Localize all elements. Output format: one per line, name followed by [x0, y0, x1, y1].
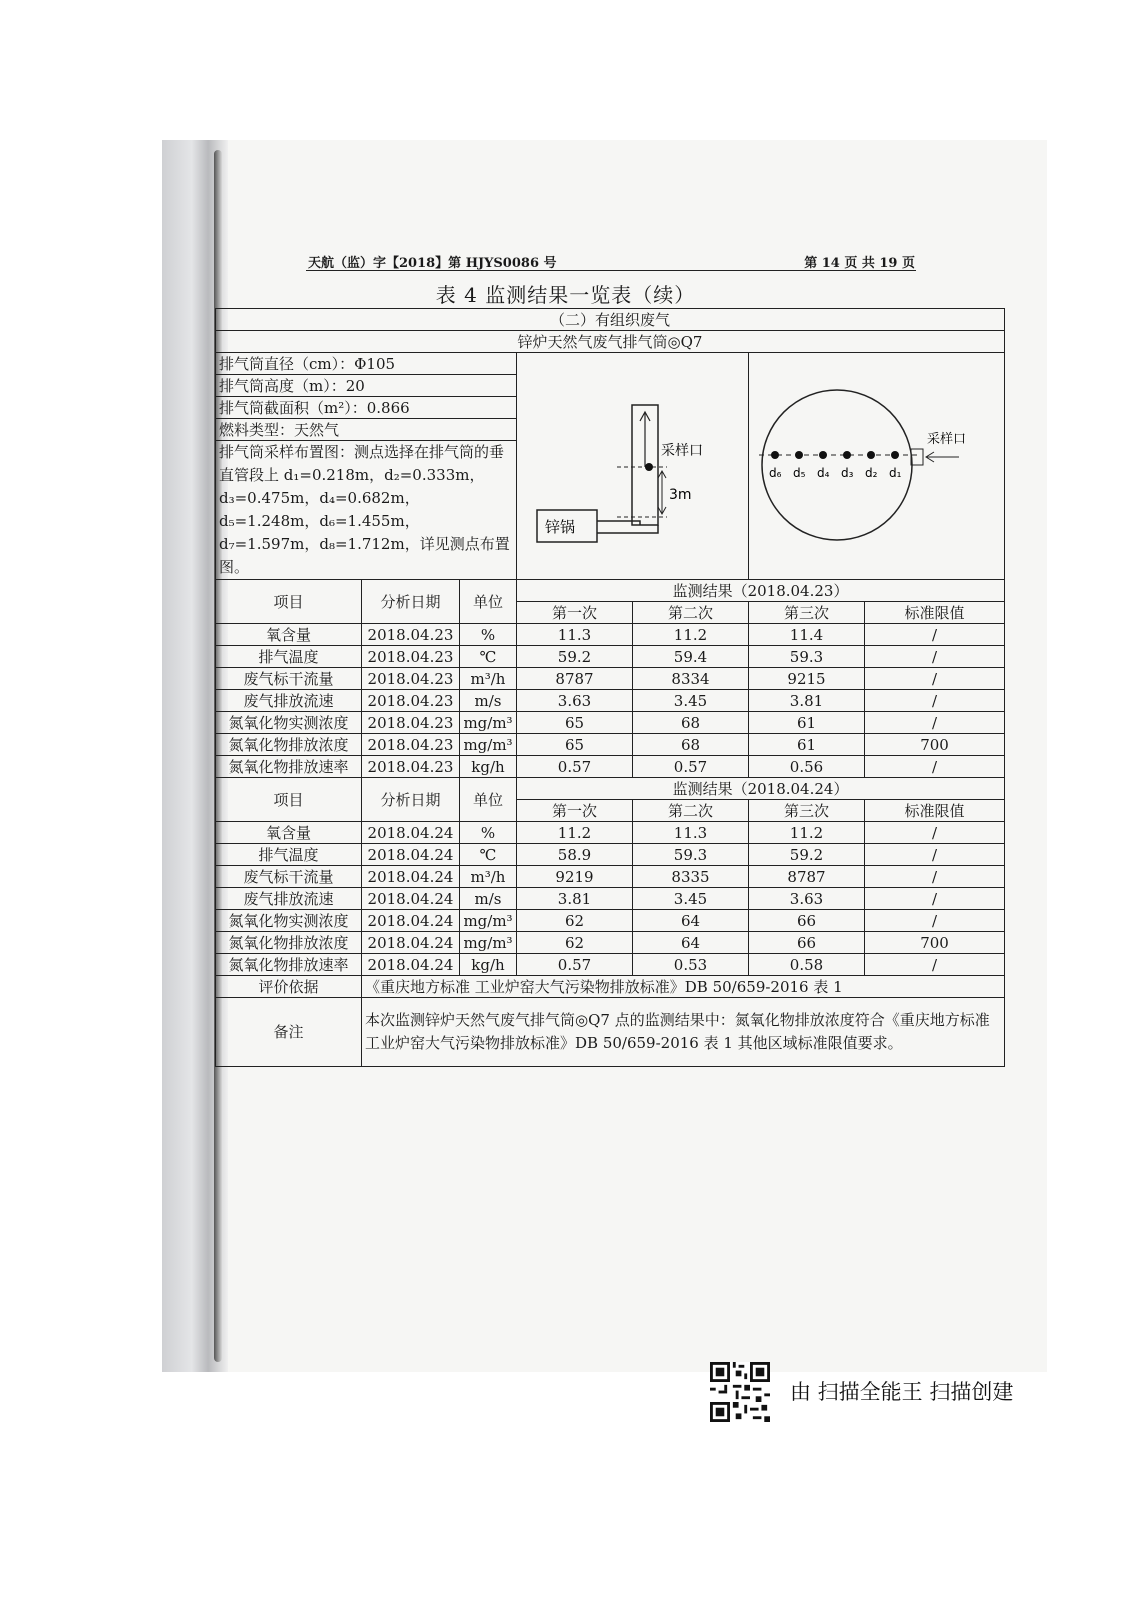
value-cell: 3.81: [517, 888, 633, 910]
measurement-point: [867, 451, 875, 459]
value-cell: 59.2: [749, 844, 865, 866]
fuel-type: 燃料类型：天然气: [216, 419, 517, 441]
item-cell: 废气排放流速: [216, 690, 362, 712]
col-date-header-2: 分析日期: [362, 778, 460, 822]
sampling-points-diagram: [749, 353, 1005, 580]
item-cell: 氮氧化物实测浓度: [216, 712, 362, 734]
date-cell: 2018.04.24: [362, 954, 460, 976]
limit-cell: /: [865, 888, 1005, 910]
unit-cell: %: [460, 822, 517, 844]
value-cell: 0.58: [749, 954, 865, 976]
table-row: [216, 866, 1005, 888]
limit-cell: 700: [865, 932, 1005, 954]
limit-cell: /: [865, 822, 1005, 844]
value-cell: 59.4: [633, 646, 749, 668]
unit-cell: mg/m³: [460, 932, 517, 954]
date-cell: 2018.04.23: [362, 712, 460, 734]
value-cell: 0.57: [517, 954, 633, 976]
col-first-header: 第一次: [517, 602, 633, 624]
col-limit-header-2: 标准限值: [865, 800, 1005, 822]
unit-cell: m³/h: [460, 866, 517, 888]
stack-height: 排气筒高度（m）：20: [216, 375, 517, 397]
measurement-point: [771, 451, 779, 459]
measurement-point-label: d₄: [817, 466, 830, 480]
value-cell: 3.81: [749, 690, 865, 712]
table-row: [216, 624, 1005, 646]
limit-cell: /: [865, 756, 1005, 778]
boiler-label: 锌锅: [545, 518, 576, 536]
date-cell: 2018.04.24: [362, 932, 460, 954]
limit-cell: /: [865, 910, 1005, 932]
value-cell: 8335: [633, 866, 749, 888]
limit-cell: /: [865, 668, 1005, 690]
value-cell: 11.3: [517, 624, 633, 646]
col-date-header: 分析日期: [362, 580, 460, 624]
item-cell: 氮氧化物排放速率: [216, 756, 362, 778]
limit-cell: /: [865, 954, 1005, 976]
value-cell: 66: [749, 932, 865, 954]
table-row: [216, 712, 1005, 734]
value-cell: 59.3: [749, 646, 865, 668]
stack-area: 排气筒截面积（m²）：0.866: [216, 397, 517, 419]
value-cell: 64: [633, 932, 749, 954]
item-cell: 氮氧化物排放速率: [216, 954, 362, 976]
header-divider: [306, 270, 916, 271]
unit-cell: m/s: [460, 690, 517, 712]
value-cell: 8334: [633, 668, 749, 690]
col-third-header: 第三次: [749, 602, 865, 624]
col-unit-header-2: 单位: [460, 778, 517, 822]
item-cell: 氧含量: [216, 822, 362, 844]
unit-cell: kg/h: [460, 954, 517, 976]
item-cell: 氮氧化物实测浓度: [216, 910, 362, 932]
item-cell: 排气温度: [216, 646, 362, 668]
value-cell: 68: [633, 712, 749, 734]
document-number: 天航（监）字【2018】第 HJYS0086 号: [308, 256, 557, 271]
qr-code-icon: [710, 1362, 770, 1422]
value-cell: 65: [517, 734, 633, 756]
table-row: [216, 690, 1005, 712]
item-cell: 废气排放流速: [216, 888, 362, 910]
value-cell: 3.45: [633, 888, 749, 910]
col-item-header: 项目: [216, 580, 362, 624]
measurement-point: [843, 451, 851, 459]
item-cell: 氮氧化物排放浓度: [216, 932, 362, 954]
col-item-header-2: 项目: [216, 778, 362, 822]
col-unit-header: 单位: [460, 580, 517, 624]
unit-cell: m/s: [460, 888, 517, 910]
value-cell: 58.9: [517, 844, 633, 866]
measurement-point-label: d₁: [889, 466, 902, 480]
unit-cell: mg/m³: [460, 910, 517, 932]
value-cell: 0.56: [749, 756, 865, 778]
scanner-credit-text: 由 扫描全能王 扫描创建: [790, 1380, 1014, 1404]
table-row: [216, 954, 1005, 976]
monitoring-results-table: [215, 308, 1005, 1067]
remark-text: 本次监测锌炉天然气废气排气筒◎Q7 点的监测结果中：氮氧化物排放浓度符合《重庆地方标准 工业炉窑大气污染物排放标准》DB 50/659-2016 表 1 其他区域标准限值要求。: [362, 998, 1005, 1067]
measurement-point-label: d₃: [841, 466, 854, 480]
measurement-point-label: d₂: [865, 466, 878, 480]
value-cell: 9215: [749, 668, 865, 690]
value-cell: 11.2: [517, 822, 633, 844]
table-row: [216, 756, 1005, 778]
scanner-watermark: [710, 1362, 1060, 1422]
table-row: [216, 910, 1005, 932]
col-second-header: 第二次: [633, 602, 749, 624]
sampling-port-label: 采样口: [661, 443, 703, 459]
evaluation-label: 评价依据: [216, 976, 362, 998]
unit-cell: ℃: [460, 844, 517, 866]
table-row: [216, 822, 1005, 844]
value-cell: 61: [749, 734, 865, 756]
value-cell: 3.63: [749, 888, 865, 910]
value-cell: 0.57: [633, 756, 749, 778]
unit-cell: mg/m³: [460, 734, 517, 756]
limit-cell: /: [865, 624, 1005, 646]
unit-cell: mg/m³: [460, 712, 517, 734]
day1-result-header: 监测结果（2018.04.23）: [517, 580, 1005, 602]
day2-result-header: 监测结果（2018.04.24）: [517, 778, 1005, 800]
value-cell: 0.57: [517, 756, 633, 778]
col-third-header-2: 第三次: [749, 800, 865, 822]
stack-diameter: 排气筒直径（cm）：Φ105: [216, 353, 517, 375]
stack-elevation-diagram: [517, 353, 749, 580]
unit-cell: kg/h: [460, 756, 517, 778]
date-cell: 2018.04.23: [362, 734, 460, 756]
value-cell: 11.3: [633, 822, 749, 844]
item-cell: 氧含量: [216, 624, 362, 646]
stack-title: 锌炉天然气废气排气筒◎Q7: [216, 331, 1005, 353]
measurement-point-label: d₅: [793, 466, 806, 480]
evaluation-basis: 《重庆地方标准 工业炉窑大气污染物排放标准》DB 50/659-2016 表 1: [362, 976, 1005, 998]
limit-cell: /: [865, 866, 1005, 888]
table-row: [216, 844, 1005, 866]
value-cell: 65: [517, 712, 633, 734]
table-row: [216, 888, 1005, 910]
col-limit-header: 标准限值: [865, 602, 1005, 624]
date-cell: 2018.04.24: [362, 910, 460, 932]
value-cell: 64: [633, 910, 749, 932]
table-row: [216, 668, 1005, 690]
measurement-point-label: d₆: [769, 466, 782, 480]
limit-cell: /: [865, 690, 1005, 712]
date-cell: 2018.04.23: [362, 646, 460, 668]
date-cell: 2018.04.24: [362, 844, 460, 866]
sampling-port-label-2: 采样口: [927, 432, 967, 447]
table-row: [216, 932, 1005, 954]
value-cell: 62: [517, 932, 633, 954]
page-number: 第 14 页 共 19 页: [804, 256, 915, 271]
value-cell: 3.63: [517, 690, 633, 712]
value-cell: 9219: [517, 866, 633, 888]
value-cell: 59.3: [633, 844, 749, 866]
date-cell: 2018.04.24: [362, 888, 460, 910]
value-cell: 0.53: [633, 954, 749, 976]
col-second-header-2: 第二次: [633, 800, 749, 822]
measurement-point: [795, 451, 803, 459]
section-heading: （二）有组织废气: [216, 309, 1005, 331]
col-first-header-2: 第一次: [517, 800, 633, 822]
item-cell: 排气温度: [216, 844, 362, 866]
distance-label: 3m: [669, 487, 692, 503]
table-row: [216, 646, 1005, 668]
limit-cell: /: [865, 712, 1005, 734]
remark-label: 备注: [216, 998, 362, 1067]
table-title: 表 4 监测结果一览表（续）: [435, 283, 696, 307]
measurement-point: [891, 451, 899, 459]
value-cell: 3.45: [633, 690, 749, 712]
date-cell: 2018.04.23: [362, 756, 460, 778]
date-cell: 2018.04.24: [362, 822, 460, 844]
value-cell: 11.4: [749, 624, 865, 646]
unit-cell: %: [460, 624, 517, 646]
unit-cell: m³/h: [460, 668, 517, 690]
measurement-point: [819, 451, 827, 459]
value-cell: 62: [517, 910, 633, 932]
date-cell: 2018.04.23: [362, 668, 460, 690]
item-cell: 废气标干流量: [216, 866, 362, 888]
limit-cell: 700: [865, 734, 1005, 756]
value-cell: 66: [749, 910, 865, 932]
unit-cell: ℃: [460, 646, 517, 668]
date-cell: 2018.04.24: [362, 866, 460, 888]
date-cell: 2018.04.23: [362, 624, 460, 646]
item-cell: 氮氧化物排放浓度: [216, 734, 362, 756]
value-cell: 11.2: [749, 822, 865, 844]
value-cell: 61: [749, 712, 865, 734]
value-cell: 59.2: [517, 646, 633, 668]
value-cell: 8787: [749, 866, 865, 888]
limit-cell: /: [865, 844, 1005, 866]
value-cell: 8787: [517, 668, 633, 690]
item-cell: 废气标干流量: [216, 668, 362, 690]
sampling-layout-description: 排气筒采样布置图：测点选择在排气筒的垂直管段上 d₁=0.218m，d₂=0.333m，d₃=0.475m，d₄=0.682m，d₅=1.248m，d₆=1.455m，d₇=1.597m，d₈=1.712m，详见测点布置图。: [216, 441, 517, 580]
limit-cell: /: [865, 646, 1005, 668]
value-cell: 11.2: [633, 624, 749, 646]
table-row: [216, 734, 1005, 756]
value-cell: 68: [633, 734, 749, 756]
date-cell: 2018.04.23: [362, 690, 460, 712]
